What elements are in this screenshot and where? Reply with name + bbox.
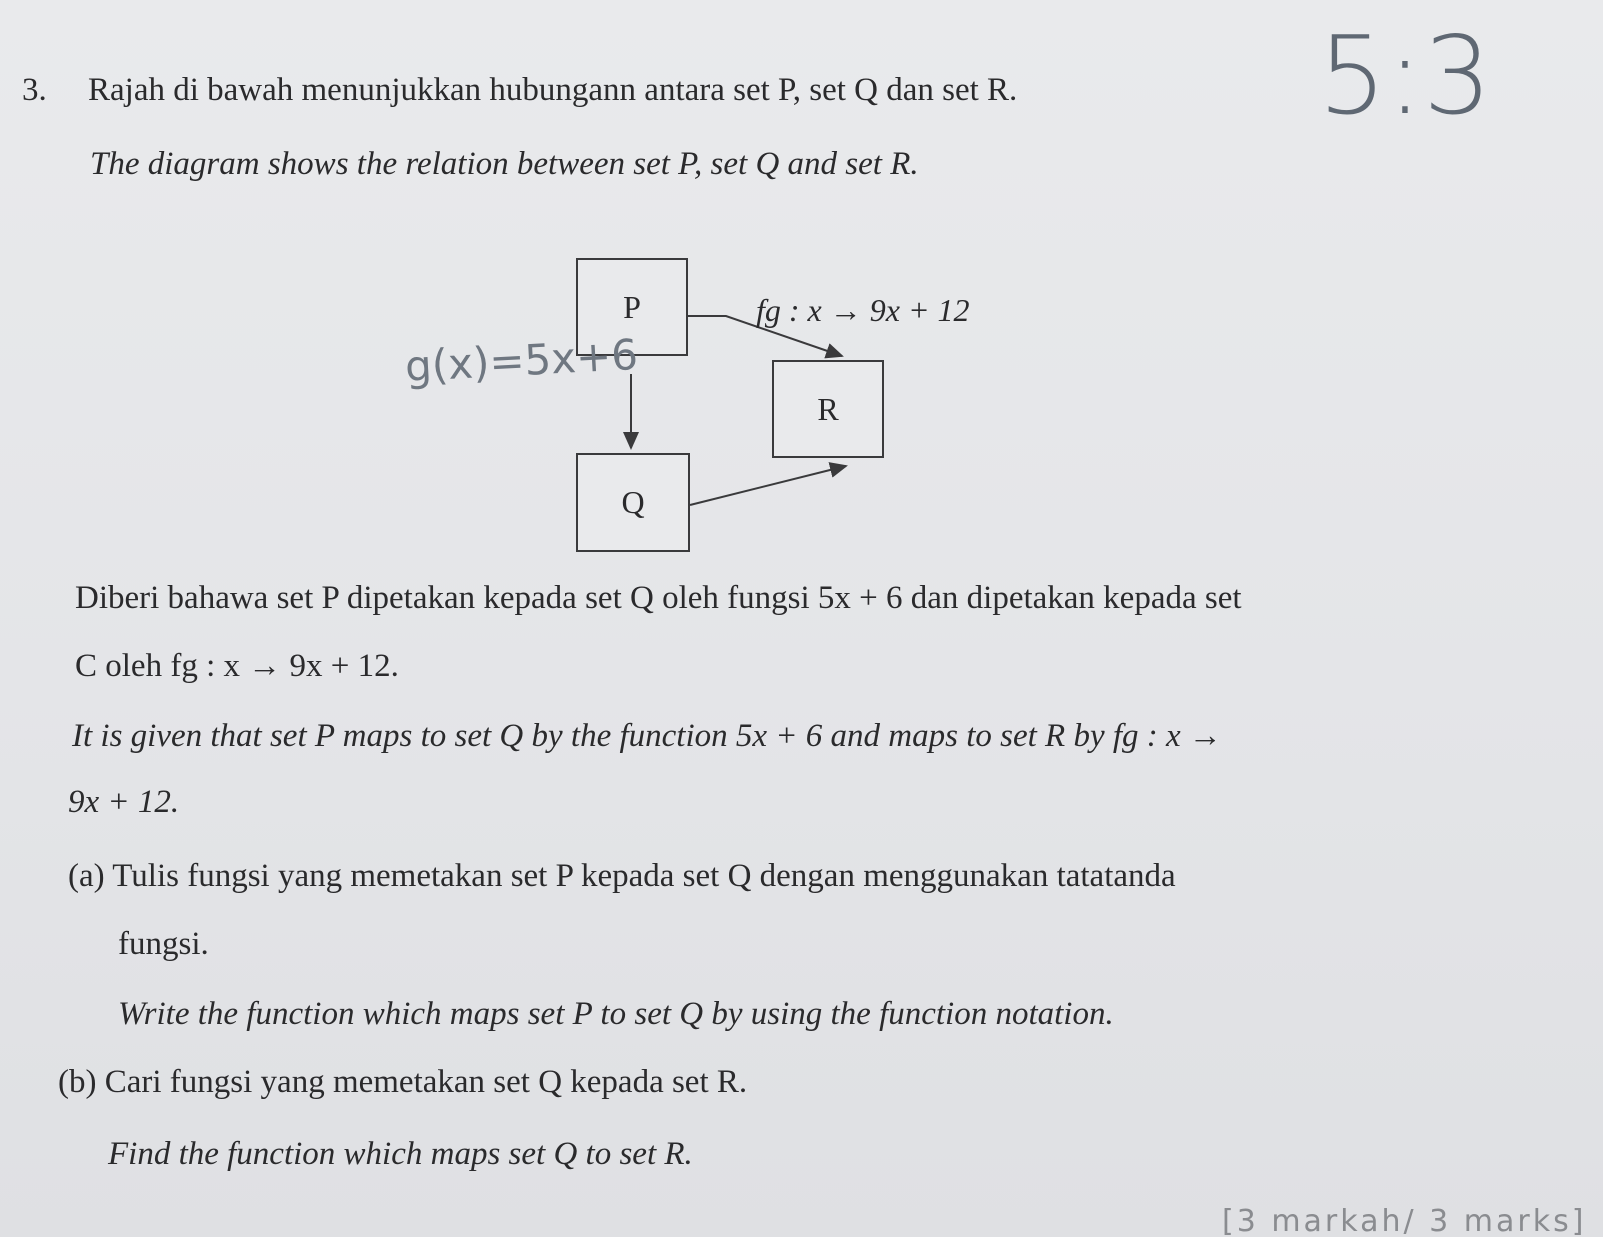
set-r-box bbox=[772, 360, 884, 458]
given-english-line-1: It is given that set P maps to set Q by the function 5x + 6 and maps to set R by fg : x → bbox=[72, 718, 1222, 754]
part-a-english: Write the function which maps set P to set Q by using the function notation. bbox=[118, 996, 1114, 1032]
question-number: 3. bbox=[22, 72, 47, 108]
part-a-malay-line-1: (a) Tulis fungsi yang memetakan set P kepada set Q dengan menggunakan tatatanda bbox=[68, 858, 1176, 894]
handwritten-note-ratio: 5:3 bbox=[1318, 14, 1492, 139]
question-intro-english: The diagram shows the relation between set P, set Q and set R. bbox=[90, 146, 919, 182]
marks-allocation: [3 markah/ 3 marks] bbox=[1222, 1204, 1587, 1237]
set-q-box bbox=[576, 453, 690, 552]
set-r-label: R bbox=[817, 390, 839, 427]
handwritten-note-gx: g(x)=5x+6 bbox=[403, 329, 640, 392]
fg-mapping-label: fg : x → 9x + 12 bbox=[756, 292, 970, 328]
part-b-malay: (b) Cari fungsi yang memetakan set Q kepada set R. bbox=[58, 1064, 748, 1100]
given-malay-line-1: Diberi bahawa set P dipetakan kepada set Q oleh fungsi 5x + 6 dan dipetakan kepada set bbox=[75, 580, 1242, 616]
arrow-q-to-r bbox=[690, 466, 846, 505]
set-q-label: Q bbox=[621, 484, 645, 520]
question-intro-malay: Rajah di bawah menunjukkan hubungann antara set P, set Q dan set R. bbox=[88, 72, 1018, 108]
set-p-label: P bbox=[623, 288, 641, 325]
given-english-line-2: 9x + 12. bbox=[68, 784, 180, 820]
given-malay-line-2: C oleh fg : x → 9x + 12. bbox=[75, 648, 399, 684]
part-b-english: Find the function which maps set Q to set R. bbox=[108, 1136, 693, 1172]
part-a-malay-line-2: fungsi. bbox=[118, 926, 209, 962]
